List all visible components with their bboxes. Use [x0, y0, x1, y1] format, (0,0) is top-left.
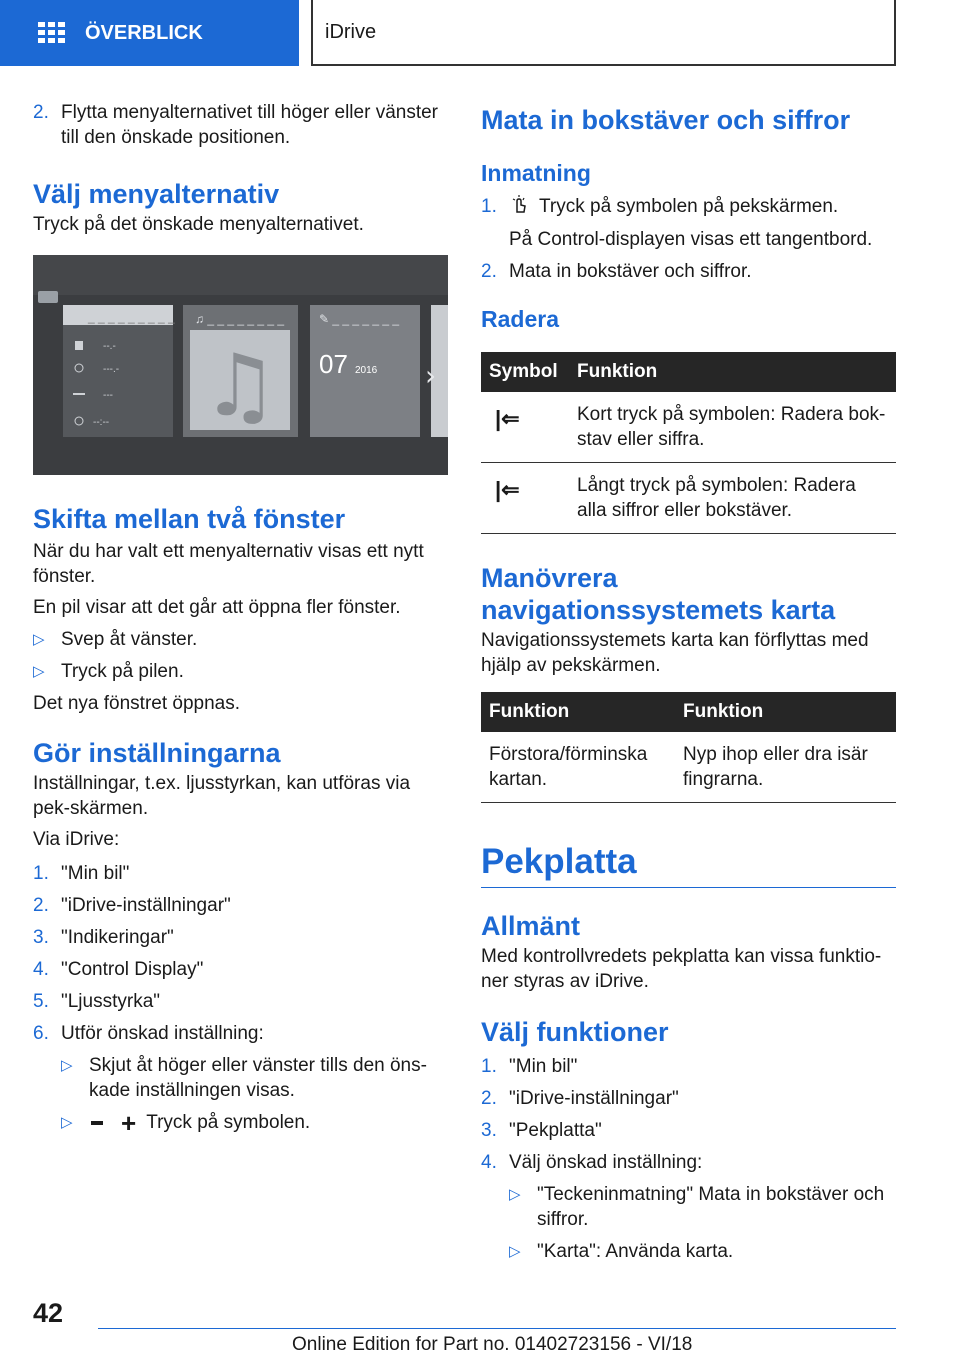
- map-function-table: [481, 692, 896, 803]
- step-text: "iDrive-inställningar": [61, 895, 231, 916]
- idrive-screen-graphic: [33, 255, 448, 475]
- svg-text:--:--: --:--: [93, 417, 110, 428]
- step-text: "iDrive-inställningar": [509, 1088, 679, 1109]
- svg-text:---: ---: [103, 390, 113, 401]
- step-number: 4.: [33, 959, 49, 980]
- list-item: [33, 989, 448, 1014]
- bullet-text: Tryck på pilen.: [61, 661, 184, 682]
- list-item: [481, 1239, 896, 1264]
- step-text: "Pekplatta": [509, 1120, 602, 1141]
- step-text: "Control Display": [61, 959, 204, 980]
- plus-icon: +: [121, 1107, 137, 1138]
- heading-settings: Gör inställningarna: [33, 738, 281, 768]
- step-text: Utför önskad inställning:: [61, 1023, 264, 1044]
- list-item: [33, 627, 448, 652]
- menu-icon: [38, 291, 58, 303]
- heading-select-menu: Välj menyalternativ: [33, 179, 280, 209]
- table-cell: Långt tryck på symbolen: Radera alla siffror eller bokstäver.: [569, 463, 896, 534]
- heading-select-functions: Välj funktioner: [481, 1017, 669, 1047]
- heading-radera: Radera: [481, 306, 559, 332]
- heading-inmatning: Inmatning: [481, 160, 591, 186]
- minus-icon: [91, 1121, 103, 1125]
- bullet-text: Svep åt vänster.: [61, 629, 198, 650]
- svg-text:---.-: ---.-: [103, 364, 120, 375]
- table-row: [481, 392, 896, 463]
- table-header: Funktion: [481, 692, 675, 732]
- list-item: [33, 100, 448, 150]
- page-number: 42: [33, 1298, 64, 1328]
- step-number: 5.: [33, 991, 49, 1012]
- list-item: [481, 1086, 896, 1111]
- left-column: [33, 100, 448, 1142]
- triangle-bullet-icon: ▷: [509, 1186, 521, 1203]
- heading-allmant: Allmänt: [481, 911, 581, 941]
- right-column: [481, 100, 896, 1271]
- list-item: [481, 1182, 896, 1232]
- step-text: Flytta menyalternativet till höger eller vänster till den önskade positionen.: [61, 102, 438, 148]
- table-cell: [481, 392, 569, 463]
- step-text: Mata in bokstäver och siffror.: [509, 261, 752, 282]
- table-cell: Förstora/förminska kartan.: [481, 732, 675, 803]
- bullet-text: "Teckeninmatning" Mata in bokstäver och siffror.: [537, 1184, 885, 1230]
- list-item: [481, 1150, 896, 1175]
- list-item: [33, 925, 448, 950]
- backspace-icon: |⇐: [495, 477, 520, 502]
- footer-edition: Online Edition for Part no. 01402723156 - VI/18: [292, 1334, 693, 1355]
- table-header: Symbol: [481, 352, 569, 392]
- list-item: [33, 957, 448, 982]
- bullet-text: Skjut åt höger eller vänster tills den öns-kade inställningen visas.: [89, 1055, 427, 1101]
- footer-divider: [98, 1328, 896, 1329]
- list-item: [33, 861, 448, 886]
- heading-pekplatta: Pekplatta: [481, 841, 896, 888]
- table-header: Funktion: [675, 692, 896, 732]
- paragraph: Med kontrollvredets pekplatta kan vissa funktio-ner styras av iDrive.: [481, 946, 882, 992]
- step-number: 1.: [481, 1056, 497, 1077]
- table-header: Funktion: [569, 352, 896, 392]
- table-cell: Nyp ihop eller dra isär fingrarna.: [675, 732, 896, 803]
- step-number: 3.: [33, 927, 49, 948]
- triangle-bullet-icon: ▷: [61, 1114, 73, 1131]
- step-text: "Indikeringar": [61, 927, 174, 948]
- list-item: [481, 1054, 896, 1079]
- list-item: [33, 1053, 448, 1103]
- paragraph: När du har valt ett menyalternativ visas ett nytt fönster.: [33, 541, 424, 587]
- backspace-icon: |⇐: [495, 406, 520, 431]
- overview-label: ÖVERBLICK: [85, 21, 203, 44]
- table-cell: [481, 463, 569, 534]
- triangle-bullet-icon: ▷: [33, 663, 45, 680]
- overview-tab[interactable]: [0, 0, 299, 66]
- bullet-text: "Karta": Använda karta.: [537, 1241, 734, 1262]
- step-number: 2.: [481, 1088, 497, 1109]
- touch-hand-icon: [509, 194, 531, 221]
- table-row: [481, 463, 896, 534]
- list-item: [33, 1021, 448, 1046]
- grid-icon: [38, 22, 66, 44]
- settings-steps: [33, 861, 448, 1138]
- section-label: iDrive: [325, 20, 377, 43]
- step-number: 4.: [481, 1152, 497, 1173]
- svg-text:--.-: --.-: [103, 341, 116, 352]
- svg-text:2016: 2016: [355, 365, 378, 376]
- list-item: [33, 893, 448, 918]
- step-number: 2.: [481, 261, 497, 282]
- step-text: "Min bil": [61, 863, 130, 884]
- triangle-bullet-icon: ▷: [509, 1243, 521, 1260]
- svg-text:_ _ _ _ _ _ _ _ _: _ _ _ _ _ _ _ _ _: [88, 310, 175, 324]
- svg-text:♫ _ _ _ _ _ _ _ _: ♫ _ _ _ _ _ _ _ _: [195, 312, 285, 326]
- heading-switch-windows: Skifta mellan två fönster: [33, 504, 346, 534]
- step-text: Tryck på symbolen på pekskärmen.: [539, 196, 839, 217]
- triangle-bullet-icon: ▷: [33, 631, 45, 648]
- idrive-screen-image: [33, 255, 448, 475]
- step-text: "Ljusstyrka": [61, 991, 161, 1012]
- select-functions-steps: [481, 1054, 896, 1264]
- paragraph: En pil visar att det går att öppna fler fönster.: [33, 597, 401, 618]
- paragraph: På Control-displayen visas ett tangentbord.: [509, 229, 873, 250]
- delete-symbol-table: [481, 352, 896, 534]
- triangle-bullet-icon: ▷: [61, 1057, 73, 1074]
- top-bar: [0, 0, 960, 66]
- heading-navigation-map: Manövrera navigationssystemets karta: [481, 563, 836, 625]
- svg-text:♫: ♫: [201, 336, 279, 436]
- step-number: 6.: [33, 1023, 49, 1044]
- list-item: [33, 1107, 448, 1138]
- chevron-right-icon: ›: [425, 359, 437, 392]
- table-cell: Kort tryck på symbolen: Radera bok-stav eller siffra.: [569, 392, 896, 463]
- paragraph: Navigationssystemets karta kan förflyttas med hjälp av pekskärmen.: [481, 630, 869, 676]
- svg-text:✎ _ _ _ _ _ _ _: ✎ _ _ _ _ _ _ _: [319, 312, 400, 326]
- list-item: [481, 259, 896, 284]
- step-text: Välj önskad inställning:: [509, 1152, 703, 1173]
- table-row: [481, 732, 896, 803]
- step-number: 1.: [481, 196, 497, 217]
- heading-input-letters: Mata in bokstäver och siffror: [481, 105, 851, 135]
- step-number: 1.: [33, 863, 49, 884]
- step-number: 2.: [33, 895, 49, 916]
- list-item: [481, 194, 896, 221]
- step-text: "Min bil": [509, 1056, 578, 1077]
- section-tab[interactable]: [311, 0, 896, 66]
- paragraph: Det nya fönstret öppnas.: [33, 693, 241, 714]
- list-item: [33, 659, 448, 684]
- bullet-text: Tryck på symbolen.: [146, 1112, 311, 1133]
- paragraph: Inställningar, t.ex. ljusstyrkan, kan utföras via pek-skärmen.: [33, 773, 411, 819]
- paragraph: Tryck på det önskade menyalternativet.: [33, 214, 364, 235]
- list-item: [481, 1118, 896, 1143]
- svg-text:07: 07: [319, 349, 348, 379]
- paragraph: Via iDrive:: [33, 829, 120, 850]
- step-number: 2.: [33, 102, 49, 123]
- step-number: 3.: [481, 1120, 497, 1141]
